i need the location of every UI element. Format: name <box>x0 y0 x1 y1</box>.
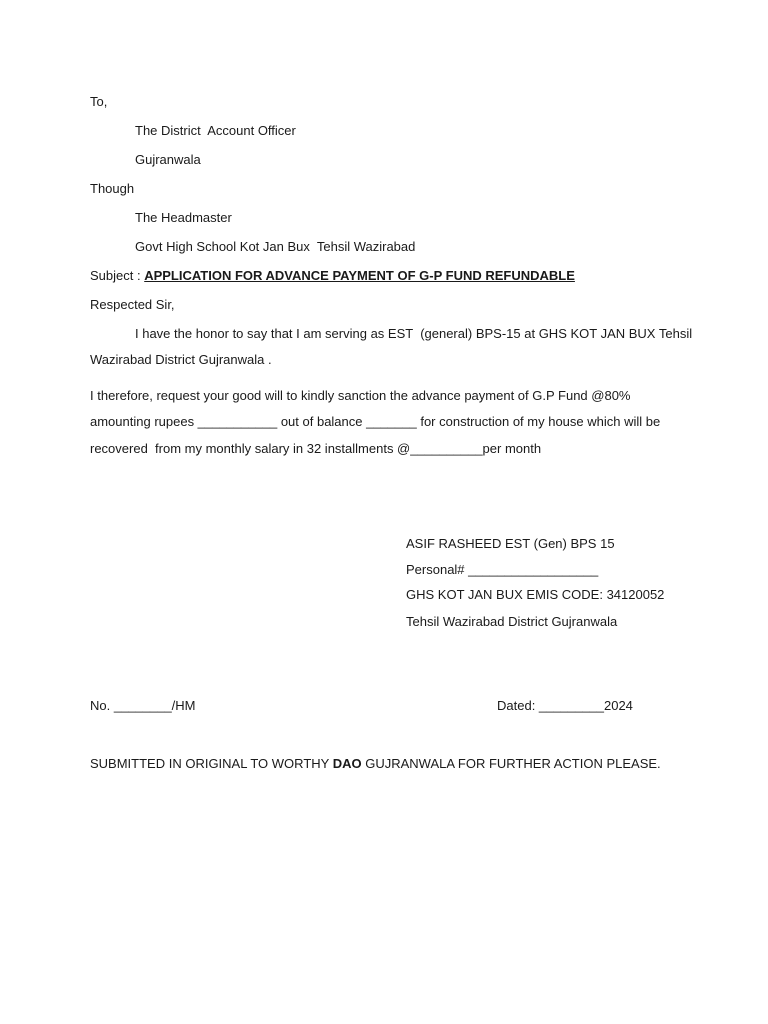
paragraph1-line1: I have the honor to say that I am serving as EST (general) BPS-15 at GHS KOT JAN BUX Tehsil <box>135 326 693 341</box>
subject-label: Subject : <box>90 268 145 283</box>
recipient-city: Gujranwala <box>135 152 201 167</box>
signatory-name: ASIF RASHEED EST (Gen) BPS 15 <box>406 536 615 551</box>
submission-note <box>90 756 661 772</box>
paragraph2-line3: recovered from my monthly salary in 32 installments @__________per month <box>90 441 542 456</box>
submission-prefix: SUBMITTED IN ORIGINAL TO WORTHY <box>90 756 333 771</box>
paragraph1-line2: Wazirabad District Gujranwala . <box>90 352 272 367</box>
submission-suffix: GUJRANWALA FOR FURTHER ACTION PLEASE. <box>361 756 661 771</box>
salutation: Respected Sir, <box>90 297 175 312</box>
signatory-personal-number: Personal# __________________ <box>406 562 599 577</box>
signatory-school-code: GHS KOT JAN BUX EMIS CODE: 34120052 <box>406 587 665 602</box>
letter-number: No. ________/HM <box>90 698 196 713</box>
through-label: Though <box>90 181 135 196</box>
paragraph2-line1: I therefore, request your good will to kindly sanction the advance payment of G.P Fund @80% <box>90 388 631 403</box>
salutation-to: To, <box>90 94 108 109</box>
paragraph2-line2: amounting rupees ___________ out of balance _______ for construction of my house which will be <box>90 414 661 429</box>
subject-title: APPLICATION FOR ADVANCE PAYMENT OF G-P FUND REFUNDABLE <box>144 268 575 283</box>
via-school: Govt High School Kot Jan Bux Tehsil Wazirabad <box>135 239 416 254</box>
recipient-title: The District Account Officer <box>135 123 296 138</box>
via-title: The Headmaster <box>135 210 232 225</box>
signatory-location: Tehsil Wazirabad District Gujranwala <box>406 614 618 629</box>
letter-date: Dated: _________2024 <box>497 698 633 713</box>
submission-dao: DAO <box>332 756 362 771</box>
subject-line <box>90 268 575 284</box>
